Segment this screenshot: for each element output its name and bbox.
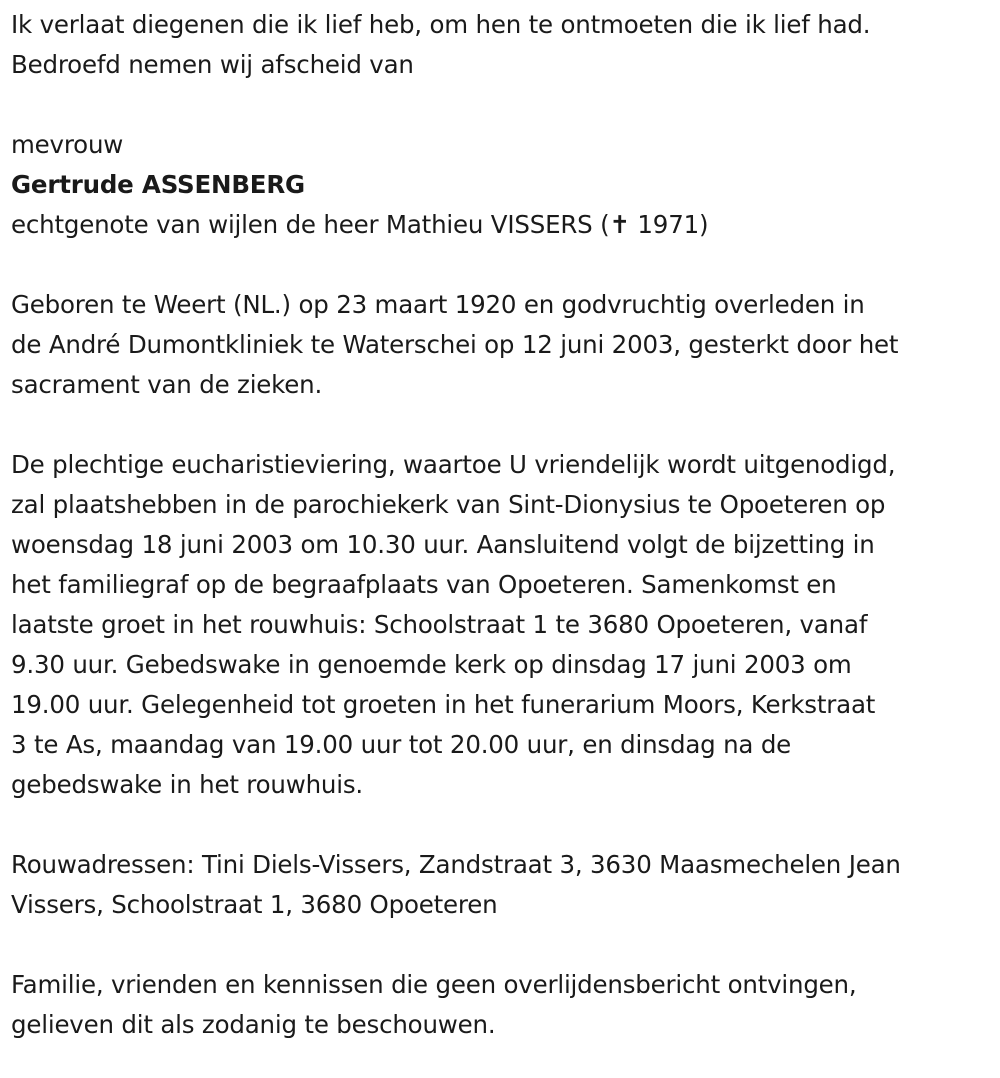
text-line: 19.00 uur. Gelegenheid tot groeten in het funerarium Moors, Kerkstraat (11, 690, 876, 719)
text-line: Familie, vrienden en kennissen die geen overlijdensbericht ontvingen, (11, 970, 857, 999)
death-notice (11, 5, 996, 1045)
text-line: 3 te As, maandag van 19.00 uur tot 20.00 uur, en dinsdag na de (11, 730, 792, 759)
text-line: laatste groet in het rouwhuis: Schoolstraat 1 te 3680 Opoeteren, vanaf (11, 610, 868, 639)
text-line: gelieven dit als zodanig te beschouwen. (11, 1010, 496, 1039)
text-line: sacrament van de zieken. (11, 370, 323, 399)
text-line: woensdag 18 juni 2003 om 10.30 uur. Aansluitend volgt de bijzetting in (11, 530, 875, 559)
addresses-paragraph (11, 845, 996, 925)
text-line: zal plaatshebben in de parochiekerk van Sint-Dionysius te Opoeteren op (11, 490, 886, 519)
closing-paragraph (11, 965, 996, 1045)
text-line: Vissers, Schoolstraat 1, 3680 Opoeteren (11, 890, 498, 919)
text-line: de André Dumontkliniek te Waterschei op 12 juni 2003, gesterkt door het (11, 330, 899, 359)
spouse-line (11, 205, 996, 245)
spacer (11, 925, 996, 965)
spacer (11, 805, 996, 845)
intro-quote: Ik verlaat diegenen die ik lief heb, om hen te ontmoeten die ik lief had. (11, 10, 871, 39)
ceremony-paragraph (11, 445, 996, 805)
farewell-line: Bedroefd nemen wij afscheid van (11, 50, 414, 79)
text-line: Geboren te Weert (NL.) op 23 maart 1920 en godvruchtig overleden in (11, 290, 865, 319)
text-line: De plechtige eucharistieviering, waartoe U vriendelijk wordt uitgenodigd, (11, 450, 896, 479)
text-line: 9.30 uur. Gebedswake in genoemde kerk op dinsdag 17 juni 2003 om (11, 650, 852, 679)
intro-section (11, 5, 996, 85)
text-line: het familiegraf op de begraafplaats van Opoeteren. Samenkomst en (11, 570, 837, 599)
cross-icon: ✝ (609, 210, 630, 239)
spacer (11, 85, 996, 125)
deceased-title: mevrouw (11, 130, 124, 159)
deceased-name: Gertrude ASSENBERG (11, 170, 305, 199)
birth-death-paragraph (11, 285, 996, 405)
deceased-section (11, 125, 996, 245)
spouse-year: 1971) (637, 210, 709, 239)
spacer (11, 245, 996, 285)
spouse-text: echtgenote van wijlen de heer Mathieu VISSERS ( (11, 210, 610, 239)
text-line: gebedswake in het rouwhuis. (11, 770, 364, 799)
spacer (11, 405, 996, 445)
text-line: Rouwadressen: Tini Diels-Vissers, Zandstraat 3, 3630 Maasmechelen Jean (11, 850, 901, 879)
